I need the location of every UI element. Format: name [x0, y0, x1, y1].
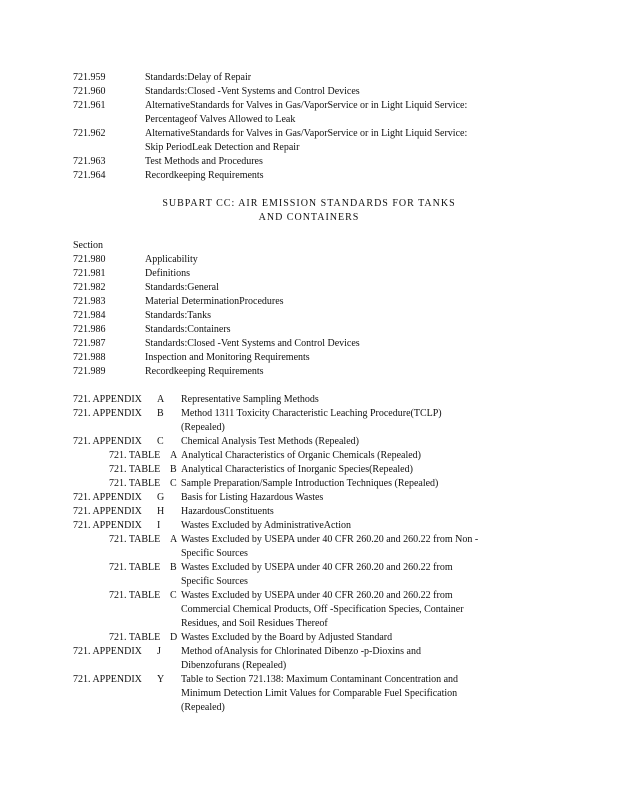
section-number: 721.986 [73, 324, 106, 335]
table-letter: D [170, 632, 178, 643]
appendix-title-continued: (Repealed) [181, 702, 225, 713]
table-letter: B [170, 562, 177, 573]
appendix-title: Representative Sampling Methods [181, 394, 319, 405]
section-number: 721.959 [73, 72, 106, 83]
section-number: 721.960 [73, 86, 106, 97]
section-number: 721.987 [73, 338, 106, 349]
section-title: AlternativeStandards for Valves in Gas/VaporService or in Light Liquid Service: [145, 100, 468, 111]
appendix-label: 721. APPENDIX [73, 394, 142, 405]
appendix-label: 721. APPENDIX [73, 492, 142, 503]
table-label: 721. TABLE [109, 590, 161, 601]
section-title: Material DeterminationProcedures [145, 296, 284, 307]
table-title: Sample Preparation/Sample Introduction Techniques (Repealed) [181, 478, 439, 489]
table-title: Wastes Excluded by the Board by Adjusted Standard [181, 632, 393, 643]
table-label: 721. TABLE [109, 478, 161, 489]
appendix-title: Table to Section 721.138: Maximum Contaminant Concentration and [181, 674, 459, 685]
table-label: 721. TABLE [109, 632, 161, 643]
appendix-letter: I [157, 520, 161, 531]
appendix-label: 721. APPENDIX [73, 520, 142, 531]
section-title: Standards:Closed -Vent Systems and Control Devices [145, 86, 360, 97]
table-title: Wastes Excluded by USEPA under 40 CFR 260.20 and 260.22 from Non - [181, 534, 479, 545]
section-number: 721.981 [73, 268, 106, 279]
section-title: Definitions [145, 268, 190, 279]
table-letter: B [170, 464, 177, 475]
section-title: Recordkeeping Requirements [145, 366, 264, 377]
section-number: 721.964 [73, 170, 106, 181]
table-title-continued: Specific Sources [181, 576, 248, 587]
section-title: Inspection and Monitoring Requirements [145, 352, 310, 363]
section-number: 721.980 [73, 254, 106, 265]
section-title-continued: Skip PeriodLeak Detection and Repair [145, 142, 300, 153]
appendix-title: Method ofAnalysis for Chlorinated Dibenzo -p-Dioxins and [181, 646, 421, 657]
section-number: 721.982 [73, 282, 106, 293]
section-title: Standards:Closed -Vent Systems and Control Devices [145, 338, 360, 349]
section-number: 721.989 [73, 366, 106, 377]
section-title: Standards:Containers [145, 324, 231, 335]
table-label: 721. TABLE [109, 464, 161, 475]
table-label: 721. TABLE [109, 450, 161, 461]
section-title: Standards:Delay of Repair [145, 72, 252, 83]
table-label: 721. TABLE [109, 562, 161, 573]
appendix-title-continued: (Repealed) [181, 422, 225, 433]
appendix-title: Method 1311 Toxicity Characteristic Leaching Procedure(TCLP) [181, 408, 442, 419]
appendix-title: Chemical Analysis Test Methods (Repealed) [181, 436, 359, 447]
appendix-label: 721. APPENDIX [73, 436, 142, 447]
table-title-continued: Specific Sources [181, 548, 248, 559]
table-title: Wastes Excluded by USEPA under 40 CFR 260.20 and 260.22 from [181, 590, 453, 601]
appendix-letter: C [157, 436, 164, 447]
table-title: Analytical Characteristics of Organic Chemicals (Repealed) [181, 450, 421, 461]
section-number: 721.983 [73, 296, 106, 307]
appendix-letter: Y [157, 674, 165, 685]
section-title: Test Methods and Procedures [145, 156, 263, 167]
section-number: 721.962 [73, 128, 106, 139]
appendix-label: 721. APPENDIX [73, 506, 142, 517]
subpart-heading: SUBPART CC: AIR EMISSION STANDARDS FOR TANKS [162, 198, 456, 209]
appendix-label: 721. APPENDIX [73, 408, 142, 419]
table-title: Analytical Characteristics of Inorganic Species(Repealed) [181, 464, 413, 475]
appendix-label: 721. APPENDIX [73, 646, 142, 657]
table-title-continued: Commercial Chemical Products, Off -Specification Species, Container [181, 604, 464, 615]
appendix-letter: A [157, 394, 165, 405]
section-number: 721.988 [73, 352, 106, 363]
table-label: 721. TABLE [109, 534, 161, 545]
section-number: 721.961 [73, 100, 106, 111]
table-letter: A [170, 450, 178, 461]
section-title: Recordkeeping Requirements [145, 170, 264, 181]
appendix-label: 721. APPENDIX [73, 674, 142, 685]
section-number: 721.963 [73, 156, 106, 167]
table-letter: C [170, 478, 177, 489]
appendix-title-continued: Minimum Detection Limit Values for Comparable Fuel Specification [181, 688, 458, 699]
appendix-title: Wastes Excluded by AdministrativeAction [181, 520, 351, 531]
appendix-letter: B [157, 408, 164, 419]
appendix-letter: J [157, 646, 161, 657]
section-title: Applicability [145, 254, 198, 265]
section-title-continued: Percentageof Valves Allowed to Leak [145, 114, 296, 125]
appendix-letter: G [157, 492, 165, 503]
table-letter: A [170, 534, 178, 545]
section-label: Section [73, 240, 103, 251]
table-letter: C [170, 590, 177, 601]
appendix-title: HazardousConstituents [181, 506, 274, 517]
section-number: 721.984 [73, 310, 106, 321]
table-title-continued: Residues, and Soil Residues Thereof [181, 618, 328, 629]
subpart-heading-continued: AND CONTAINERS [258, 212, 360, 223]
appendix-title-continued: Dibenzofurans (Repealed) [181, 660, 287, 671]
section-title: Standards:General [145, 282, 219, 293]
section-title: AlternativeStandards for Valves in Gas/VaporService or in Light Liquid Service: [145, 128, 468, 139]
appendix-title: Basis for Listing Hazardous Wastes [181, 492, 324, 503]
table-title: Wastes Excluded by USEPA under 40 CFR 260.20 and 260.22 from [181, 562, 453, 573]
appendix-letter: H [157, 506, 165, 517]
section-title: Standards:Tanks [145, 310, 211, 321]
